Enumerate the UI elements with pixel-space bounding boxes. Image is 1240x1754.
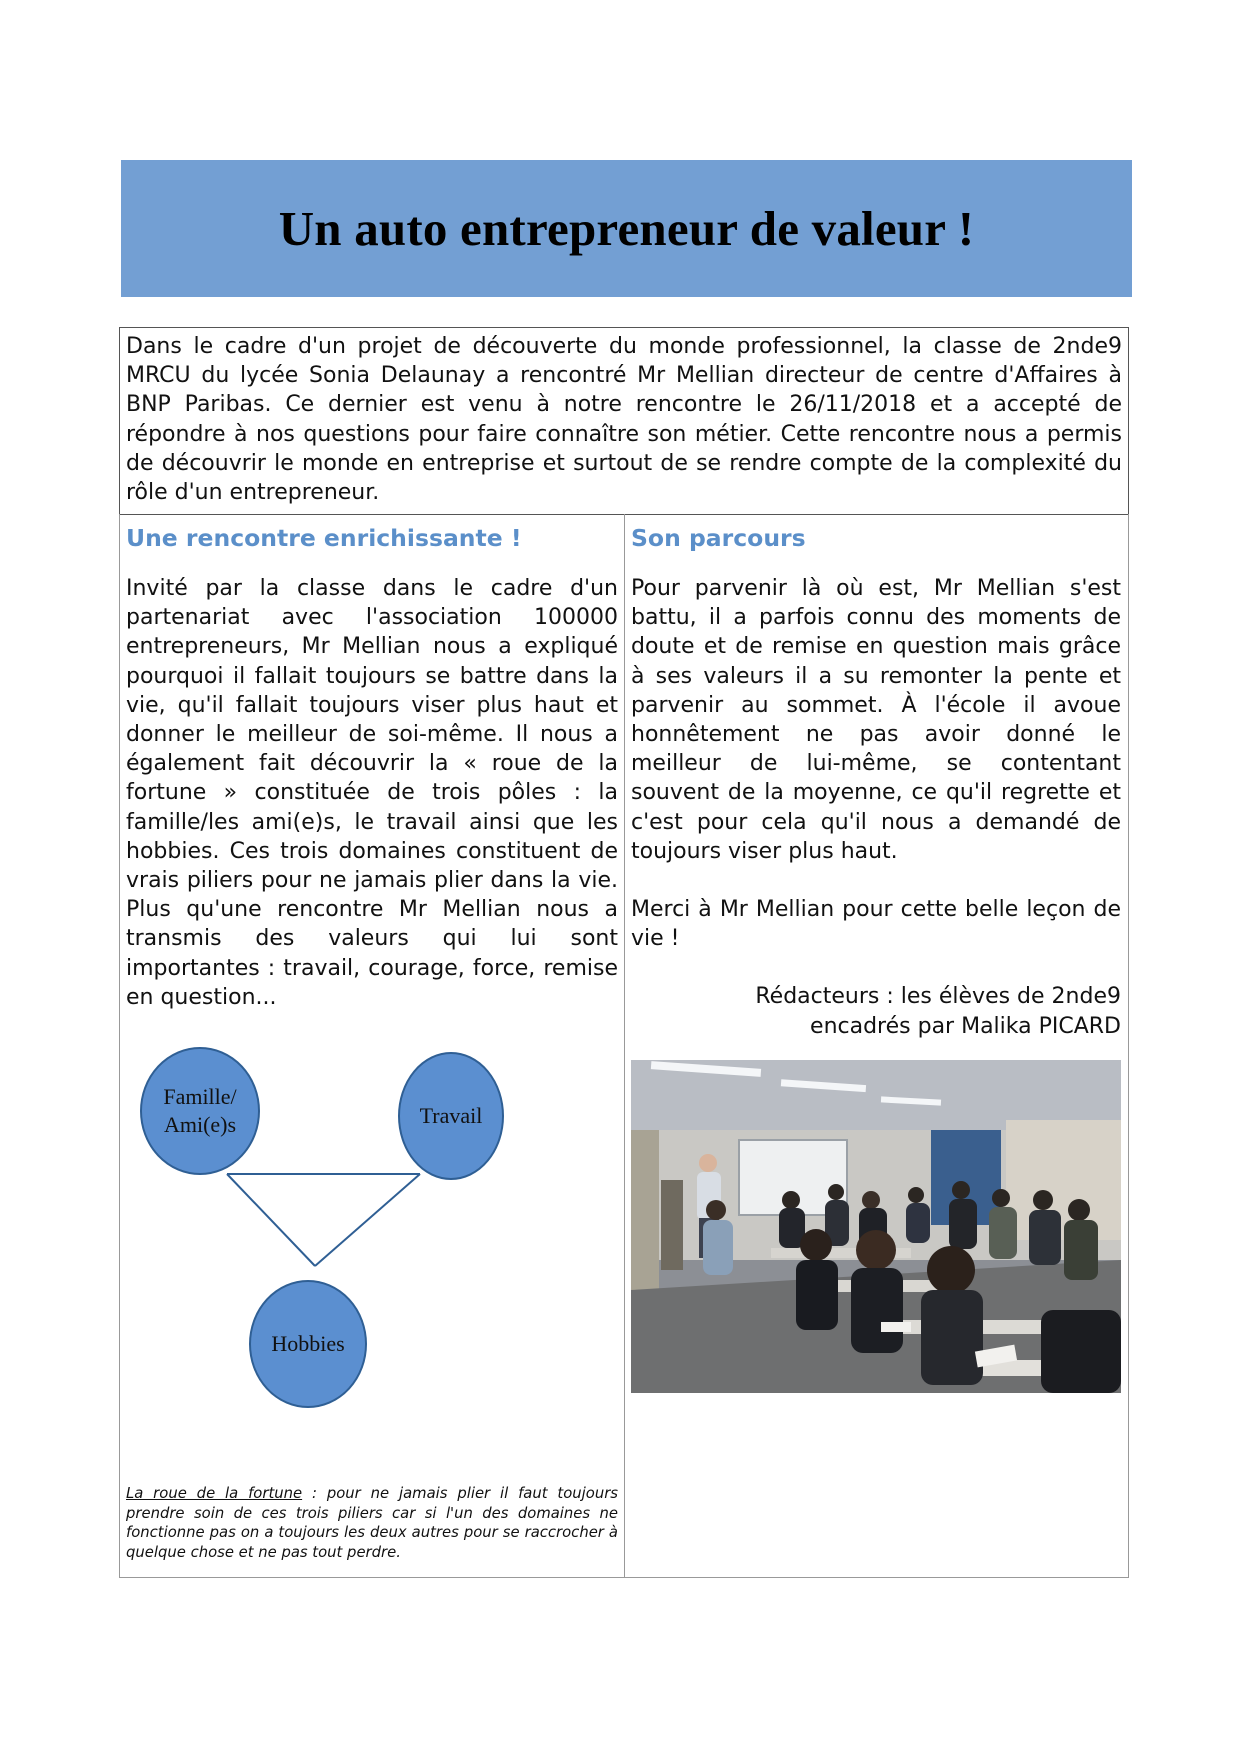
left-body: Invité par la classe dans le cadre d'un partenariat avec l'association 100000 entrepreneurs, Mr Mellian nous a expliqué pourquoi il fallait toujours se battre dans la vie, qu'il fallait toujours viser plus haut et donner le meilleur de soi-même. Il nous a également fait découvrir la « roue de la fortune » constituée de trois pôles : la famille/les ami(e)s, le travail ainsi que les hobbies. Ces trois domaines constituent de vrais piliers pour ne jamais plier dans la vie. Plus qu'une rencontre Mr Mellian nous a transmis des valeurs qui lui sont importantes : travail, courage, force, remise en question... bbox=[126, 576, 618, 1010]
diagram-caption bbox=[126, 1484, 618, 1562]
node-hobbies-label: Hobbies bbox=[271, 1331, 345, 1356]
right-heading: Son parcours bbox=[631, 524, 806, 552]
right-body: Pour parvenir là où est, Mr Mellian s'est battu, il a parfois connu des moments de doute et de remise en question mais grâce à ses valeurs il a su remonter la pente et parvenir au sommet. À l'école il avoue honnêtement ne pas avoir donné le meilleur de lui-même, se contentant souvent de la moyenne, ce qu'il regrette et c'est pour cela qu'il nous a demandé de toujours viser plus haut. bbox=[631, 576, 1121, 864]
intro-box bbox=[119, 327, 1129, 515]
node-travail-label: Travail bbox=[419, 1103, 483, 1128]
triangle-edge-right bbox=[315, 1174, 420, 1266]
column-divider bbox=[624, 514, 625, 1577]
caption-text: : pour ne jamais plier il faut toujours prendre soin de ces trois piliers car si l'un des domaines ne fonctionne pas on a toujours les deux autres pour se raccrocher à quelque chose et ne pas tout perdre. bbox=[126, 1485, 618, 1561]
intro-text: Dans le cadre d'un projet de découverte du monde professionnel, la classe de 2nde9 MRCU du lycée Sonia Delaunay a rencontré Mr Mellian directeur de centre d'Affaires à BNP Paribas. Ce dernier est venu à notre rencontre le 26/11/2018 et a accepté de répondre à nos questions pour faire connaître son métier. Cette rencontre nous a permis de découvrir le monde en entreprise et surtout de se rendre compte de la complexité du rôle d'un entrepreneur. bbox=[126, 334, 1122, 506]
node-famille bbox=[141, 1048, 259, 1174]
two-column-section bbox=[119, 514, 1129, 1578]
node-famille-label-1: Famille/ bbox=[163, 1084, 237, 1109]
left-heading: Une rencontre enrichissante ! bbox=[126, 524, 522, 552]
caption-title: La roue de la fortune bbox=[126, 1485, 303, 1502]
node-famille-label-2: Ami(e)s bbox=[163, 1112, 237, 1137]
credits-line-2: encadrés par Malika PICARD bbox=[810, 1013, 1121, 1039]
credits-line-1: Rédacteurs : les élèves de 2nde9 bbox=[755, 984, 1121, 1010]
classroom-photo bbox=[631, 1060, 1121, 1393]
triangle-edge-left bbox=[227, 1174, 315, 1266]
thanks-text: Merci à Mr Mellian pour cette belle leçon de vie ! bbox=[631, 897, 1121, 952]
wheel-of-fortune-diagram bbox=[120, 1044, 620, 1464]
left-column bbox=[126, 514, 618, 1012]
title-banner bbox=[121, 160, 1132, 297]
right-column bbox=[631, 514, 1121, 1041]
page-title: Un auto entrepreneur de valeur ! bbox=[278, 201, 975, 256]
